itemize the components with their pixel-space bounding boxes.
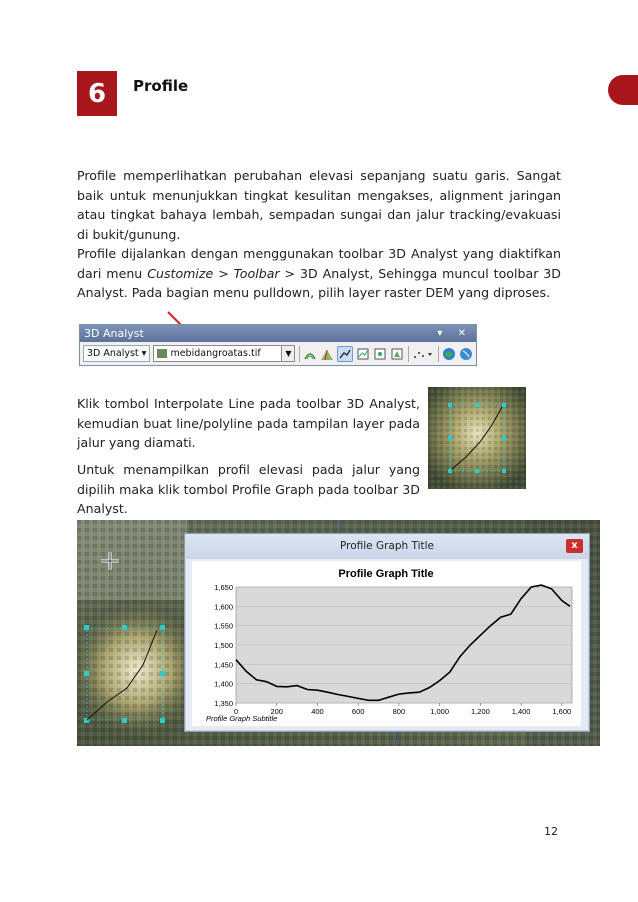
dem-line-thumbnail xyxy=(428,387,526,489)
3d-analyst-toolbar xyxy=(79,324,477,366)
toolbar-window-controls[interactable]: ▾ ✕ xyxy=(437,328,472,339)
toolbar-row xyxy=(80,343,476,364)
paragraph-interpolate: Klik tombol Interpolate Line pada toolbar 3D Analyst, kemudian buat line/polyline pada tampilan layer pada jalur yang diamati. xyxy=(77,396,420,450)
y-tick-label: 1,450 xyxy=(214,660,233,670)
graph-canvas xyxy=(192,561,581,726)
x-tick-label: 200 xyxy=(270,707,283,716)
graph-window-title: Profile Graph Title xyxy=(339,540,435,552)
paragraph-toolbar-b: > 3D Analyst, Sehingga muncul toolbar 3D Analyst. Pada bagian menu pulldown, pilih layer raster DEM yang diproses. xyxy=(77,265,561,300)
los-icon[interactable] xyxy=(412,347,434,361)
x-tick-label: 0 xyxy=(233,707,239,716)
paragraph-intro: Profile memperlihatkan perubahan elevasi sepanjang suatu garis. Sangat baik untuk menunjukkan tingkat kesulitan mengakses, alignment jaringan atau tingkat bahaya lembah, sempadan sungai dan jalur tracking/evakuasi di bukit/gunung. xyxy=(77,168,561,242)
globe2-icon[interactable] xyxy=(459,347,473,361)
page-number: 12 xyxy=(544,825,558,838)
chart-subtitle: Profile Graph Subtitle xyxy=(206,714,278,723)
layer-select[interactable] xyxy=(153,345,295,362)
toolbar-title: 3D Analyst xyxy=(84,327,144,340)
paragraph-toolbar-a: Profile dijalankan dengan menggunakan toolbar 3D Analyst yang diaktifkan dari menu xyxy=(77,246,561,281)
graph-window-titlebar xyxy=(185,534,589,559)
toolbar-separator xyxy=(438,346,439,362)
point-icon[interactable] xyxy=(373,347,387,361)
profile-graph-window xyxy=(184,533,590,732)
profile-graph-chart xyxy=(192,561,581,726)
y-tick-label: 1,650 xyxy=(214,583,233,592)
close-button[interactable]: x xyxy=(566,539,583,553)
x-tick-label: 600 xyxy=(351,707,365,716)
profile-graph-icon[interactable] xyxy=(356,347,370,361)
toolbar-separator xyxy=(299,346,300,362)
polygon-icon[interactable] xyxy=(390,347,404,361)
layer-select-value: mebidangroatas.tif xyxy=(170,348,261,359)
chapter-number: 6 xyxy=(87,78,107,109)
toolbar-separator xyxy=(408,346,409,362)
toolbar-titlebar xyxy=(80,325,476,342)
menu-path: Customize > Toolbar xyxy=(147,265,280,281)
x-tick-label: 400 xyxy=(311,707,324,716)
page-edge-tab xyxy=(608,75,638,105)
chevron-down-icon[interactable]: ▼ xyxy=(281,346,294,361)
raster-layer-icon xyxy=(157,349,167,358)
interpolate-line-icon[interactable] xyxy=(337,346,353,362)
chapter-title: Profile xyxy=(133,77,189,95)
y-tick-label: 1,500 xyxy=(214,641,233,650)
x-tick-label: 800 xyxy=(392,707,406,716)
3d-analyst-menu-button[interactable]: 3D Analyst ▾ xyxy=(83,345,150,362)
x-tick-label: 1,400 xyxy=(511,707,531,716)
interpolate-contour-icon[interactable] xyxy=(303,347,317,361)
x-tick-label: 1,600 xyxy=(552,707,572,716)
chart-title: Profile Graph Title xyxy=(338,568,434,580)
steepest-path-icon[interactable] xyxy=(320,347,334,361)
y-tick-label: 1,600 xyxy=(214,602,233,612)
paragraph-profile-graph: Untuk menampilkan profil elevasi pada jalur yang dipilih maka klik tombol Profile Graph pada toolbar 3D Analyst. xyxy=(77,462,420,516)
y-tick-label: 1,550 xyxy=(214,621,233,631)
y-tick-label: 1,350 xyxy=(214,699,233,708)
chapter-number-box xyxy=(77,71,117,116)
y-tick-label: 1,400 xyxy=(214,679,233,689)
paragraph-toolbar xyxy=(77,244,561,303)
x-tick-label: 1,000 xyxy=(430,707,450,716)
globe-icon[interactable] xyxy=(442,347,456,361)
x-tick-label: 1,200 xyxy=(470,707,490,716)
